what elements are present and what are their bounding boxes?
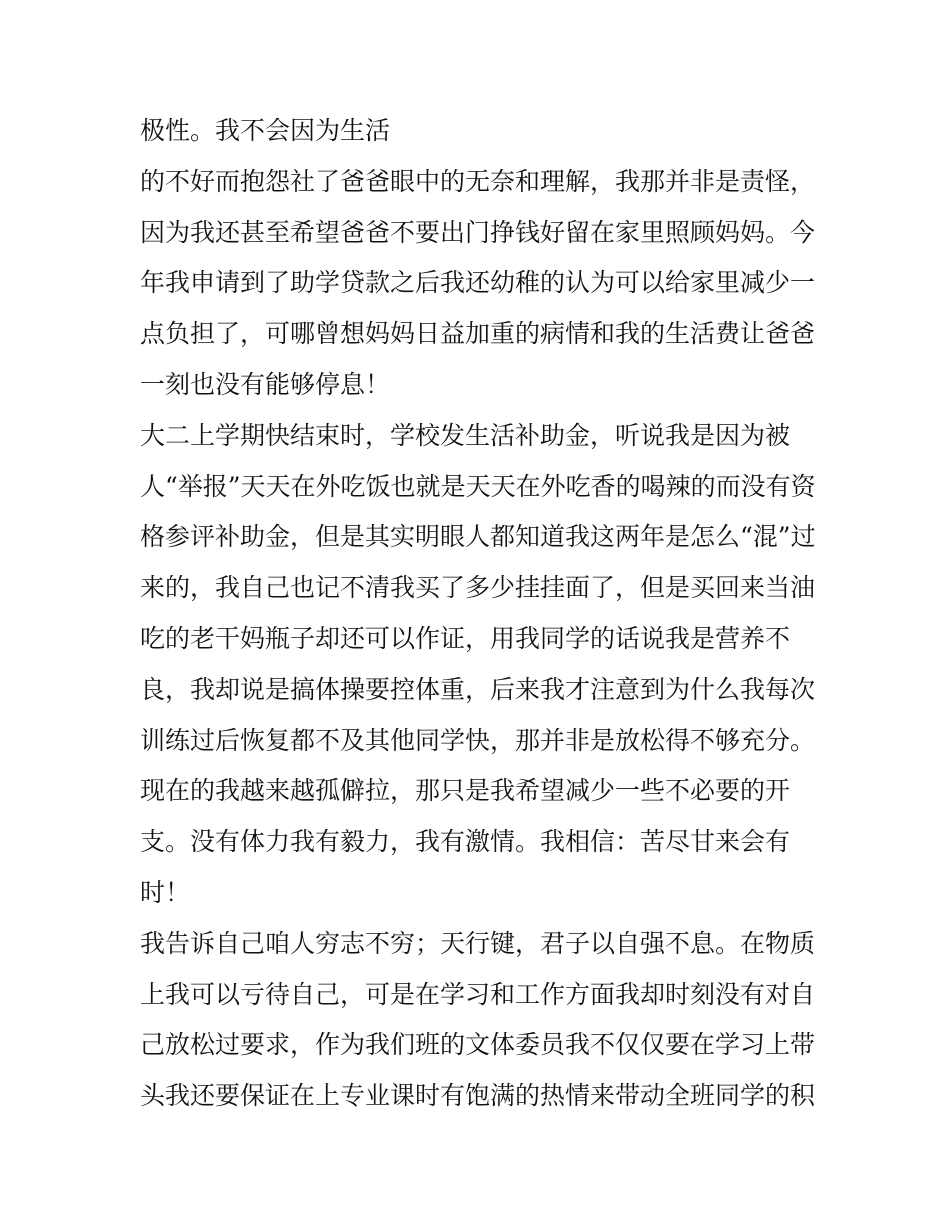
text-line: 来的，我自己也记不清我买了多少挂挂面了，但是买回来当油 xyxy=(140,573,816,603)
text-line: 格参评补助金，但是其实明眼人都知道我这两年是怎么“混”过 xyxy=(140,522,816,552)
text-line: 时！ xyxy=(140,877,191,907)
text-line: 头我还要保证在上专业课时有饱满的热情来带动全班同学的积 xyxy=(140,1081,816,1111)
text-line: 因为我还甚至希望爸爸不要出门挣钱好留在家里照顾妈妈。今 xyxy=(140,217,816,247)
text-line: 的不好而抱怨社了爸爸眼中的无奈和理解，我那并非是责怪， xyxy=(140,166,816,196)
text-line: 己放松过要求，作为我们班的文体委员我不仅仅要在学习上带 xyxy=(140,1030,816,1060)
text-line: 训练过后恢复都不及其他同学快，那并非是放松得不够充分。 xyxy=(140,725,816,755)
text-line: 上我可以亏待自己，可是在学习和工作方面我却时刻没有对自 xyxy=(140,979,816,1009)
text-line: 大二上学期快结束时，学校发生活补助金，听说我是因为被 xyxy=(140,420,791,450)
text-line: 人“举报”天天在外吃饭也就是天天在外吃香的喝辣的而没有资 xyxy=(140,471,816,501)
text-line: 极性。我不会因为生活 xyxy=(140,116,391,145)
text-line: 点负担了，可哪曾想妈妈日益加重的病情和我的生活费让爸爸 xyxy=(140,319,816,349)
text-line: 现在的我越来越孤僻拉，那只是我希望减少一些不必要的开 xyxy=(140,776,791,806)
text-line: 良，我却说是搞体操要控体重，后来我才注意到为什么我每次 xyxy=(140,674,816,704)
text-line: 我告诉自己咱人穷志不穷；天行键，君子以自强不息。在物质 xyxy=(140,928,816,958)
text-line: 吃的老干妈瓶子却还可以作证，用我同学的话说我是营养不 xyxy=(140,623,791,653)
text-line: 支。没有体力我有毅力，我有激情。我相信：苦尽甘来会有 xyxy=(140,827,791,857)
text-line: 年我申请到了助学贷款之后我还幼稚的认为可以给家里减少一 xyxy=(140,268,816,298)
body-text xyxy=(140,106,820,1122)
text-line: 一刻也没有能够停息！ xyxy=(140,369,391,399)
